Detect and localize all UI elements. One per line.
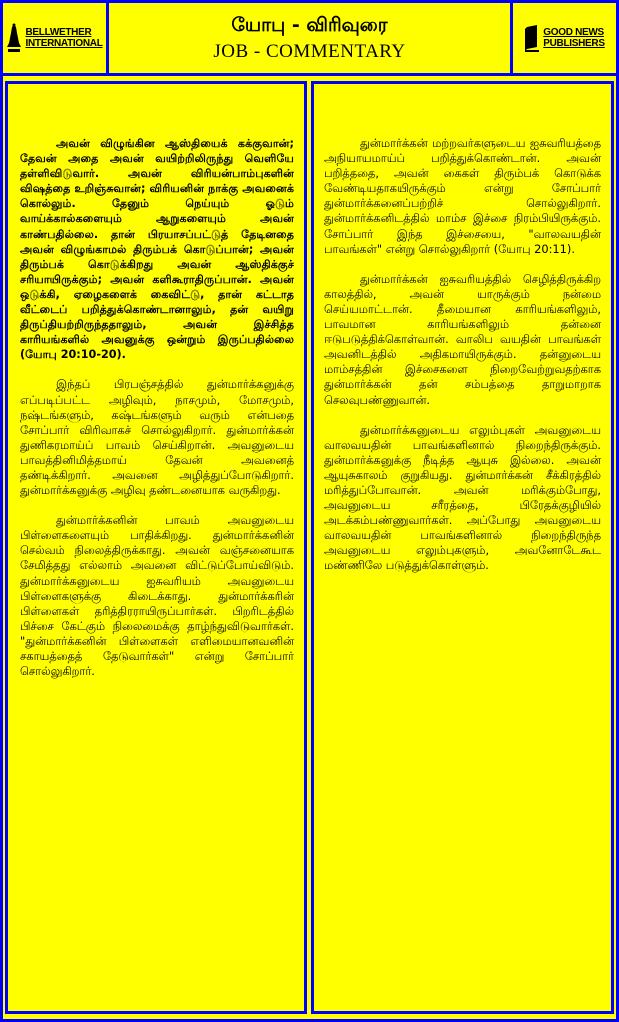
bell-icon (6, 23, 22, 53)
good-news-logo (510, 3, 616, 73)
page-title-english: JOB - COMMENTARY (213, 41, 406, 62)
right-column (311, 81, 614, 1014)
commentary-paragraph: துன்மார்க்கன் ஐசுவரியத்தில் செழித்திருக்கிற காலத்தில், அவன் யாருக்கும் நன்மை செய்யமாட்டான். தீமையான காரியங்களிலும், பாவமான காரியங்களிலும் தன்னை ஈடுபடுத்திக்கொள்வான். வாலிப வயதின் பாவங்கள் அவனிடத்தில் அதிகமாயிருக்கும். தன்னுடைய மாம்சத்தின் இச்சைகளை நிறைவேற்றுவதற்காக துன்மார்க்கன் தன் சம்பத்தை தாறுமாறாக செலவுபண்ணுவான். (324, 271, 601, 407)
logo-line1: BELLWETHER (25, 27, 92, 38)
logo-line1: GOOD NEWS (543, 27, 604, 38)
left-column (5, 81, 307, 1014)
commentary-paragraph: துன்மார்க்கன் மற்றவர்களுடைய ஐசுவரியத்தை அநியாயமாய்ப் பறித்துக்கொண்டான். அவன் பறித்ததை, அவன் கைகள் திரும்பக் கொடுக்க வேண்டியதாகயிருக்கும் என்று சோப்பார் துன்மார்க்கனைப்பற்றிச் சொல்லுகிறார். துன்மார்க்கனிடத்தில் மாம்ச இச்சை நிரம்பியிருக்கும். சோப்பார் இந்த இச்சையை, "வாலவயதின் பாவங்கள்" என்று சொல்லுகிறார் (யோபு 20:11). (324, 136, 601, 256)
commentary-paragraph: துன்மார்க்கனுடைய எலும்புகள் அவனுடைய வாலவயதின் பாவங்களினால் நிறைந்திருக்கும். துன்மார்க்கனுக்கு நீடித்த ஆயுசு இல்லை. அவன் ஆயுசுகாலம் குறுகியது. துன்மார்க்கன் சீக்கிரத்தில் மரித்துப்போவான். அவன் மரிக்கும்போது, அவனுடைய சரீரத்தை, பிரேதக்குழியில் அடக்கம்பண்ணுவார்கள். அப்போது அவனுடைய வாலவயதின் பாவங்களினால் நிறைந்திருந்த அவனுடைய எலும்புகளும், அவனோடேகூட மண்ணிலே படுத்துக்கொள்ளும். (324, 422, 601, 573)
commentary-paragraph: இந்தப் பிரபஞ்சத்தில் துன்மார்க்கனுக்கு எப்படிப்பட்ட அழிவும், நாசமும், மோசமும், நஷ்டங்களும், கஷ்டங்களும் வரும் என்பதை சோப்பார் விரிவாகச் சொல்லுகிறார். துன்மார்க்கன் துணிகரமாய்ப் பாவம் செய்கிறான். அவனுடைய பாவத்தினிமித்தமாய் தேவன் அவனைத் தண்டிக்கிறார். அவனை அழித்துப்போடுகிறார். துன்மார்க்கனுக்கு அழிவு தண்டனையாக வருகிறது. (20, 377, 294, 498)
title-block (109, 3, 510, 73)
header (3, 3, 616, 76)
page-title-tamil: யோபு - விரிவுரை (231, 14, 388, 36)
content-area (3, 76, 616, 1019)
logo-line2: INTERNATIONAL (25, 38, 103, 49)
book-icon (524, 23, 540, 53)
logo-line2: PUBLISHERS (543, 38, 605, 49)
bellwether-logo (3, 3, 109, 73)
scripture-quote: அவன் விழுங்கின ஆஸ்தியைக் கக்குவான்; தேவன் அதை அவன் வயிற்றிலிருந்து வெளியே தள்ளிவிடுவார். அவன் விரியன்பாம்புகளின் விஷத்தை உறிஞ்சுவான்; விரியனின் நாக்கு அவனைக் கொல்லும். தேனும் நெய்யும் ஓடும் வாய்க்கால்களையும் ஆறுகளையும் அவன் காண்பதில்லை. தான் பிரயாசப்பட்டுத் தேடினதை அவன் விழுங்காமல் திரும்பக் கொடுப்பான்; அவன் திரும்பக் கொடுக்கிறது அவன் ஆஸ்திக்குச் சரியாயிருக்கும்; அவன் களிகூராதிருப்பான். அவன் ஒடுக்கி, ஏழைகளைக் கைவிட்டு, தான் கட்டாத வீட்டைப் பறித்துக்கொண்டானாலும், தன் வயிறு திருப்தியற்றிருந்ததாலும், அவன் இச்சித்த காரியங்களில் அவனுக்கு ஒன்றும் இருப்பதில்லை (யோபு 20:10-20). (20, 137, 294, 362)
commentary-paragraph: துன்மார்க்கனின் பாவம் அவனுடைய பிள்ளைகளையும் பாதிக்கிறது. துன்மார்க்கனின் செல்வம் நிலைத்திருக்காது. அவன் வஞ்சனையாக சேமித்தது எல்லாம் அவனை விட்டுப்போய்விடும். துன்மார்க்கனுடைய ஐசுவரியம் அவனுடைய பிள்ளைகளுக்கு கிடைக்காது. துன்மார்க்கரின் பிள்ளைகள் தரித்திரராயிருப்பார்கள். பிறரிடத்தில் பிச்சை கேட்கும் நிலைமைக்கு தாழ்ந்துவிடுவார்கள். "துன்மார்க்கனின் பிள்ளைகள் எளிமையானவனின் சகாயத்தைத் தேடுவார்கள்" என்று சோப்பார் சொல்லுகிறார். (20, 513, 294, 679)
